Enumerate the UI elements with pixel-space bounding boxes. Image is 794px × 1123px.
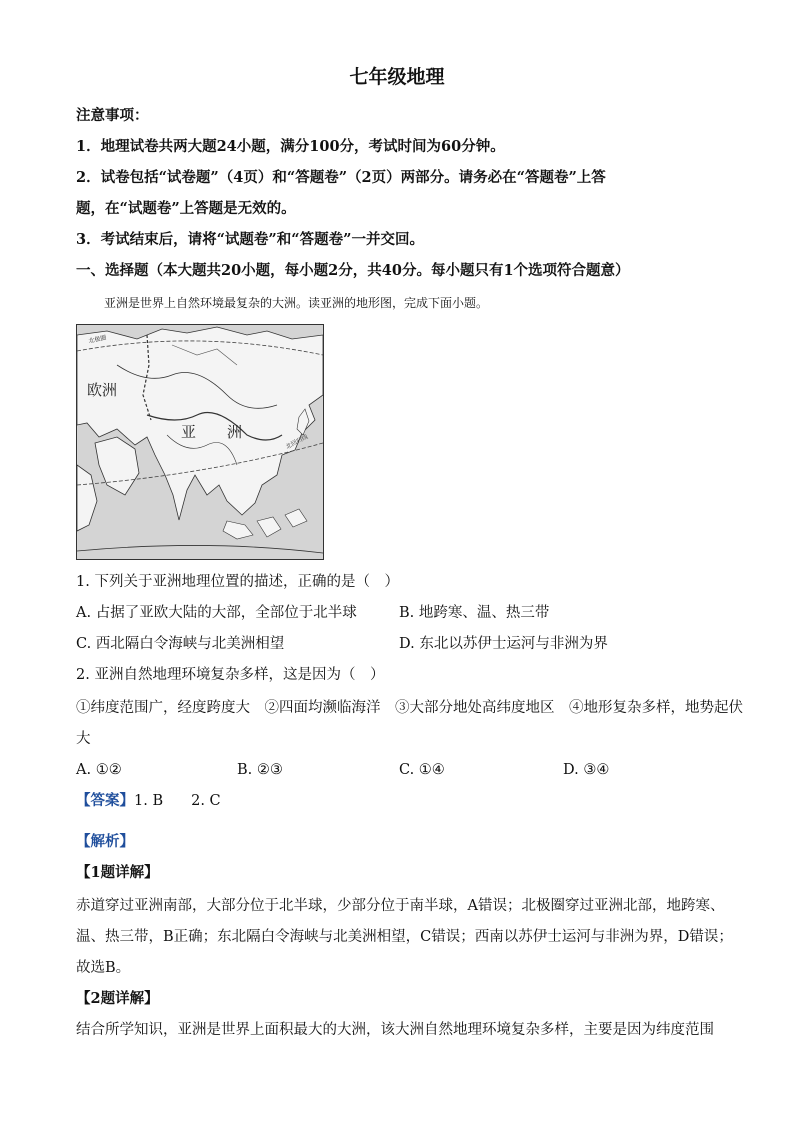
detail1-line-1: 赤道穿过亚洲南部，大部分位于北半球，少部分位于南半球，A错误；北极圈穿过亚洲北部，地跨寒、 bbox=[76, 898, 725, 914]
detail1-line-3: 故选B。 bbox=[76, 960, 131, 976]
q1-option-c: C. 西北隔白令海峡与北美洲相望 bbox=[76, 636, 285, 652]
q2-option-a: A. ①② bbox=[76, 762, 122, 778]
answer-2: 2. C bbox=[191, 793, 221, 809]
africa-landmass bbox=[77, 465, 97, 531]
q1-option-d: D. 东北以苏伊士运河与非洲为界 bbox=[399, 636, 608, 652]
tropic-label: 北回归线 bbox=[284, 433, 310, 451]
notice-line-1: 1．地理试卷共两大题24小题，满分100分，考试时间为60分钟。 bbox=[76, 138, 505, 155]
detail1-heading: 【1题详解】 bbox=[76, 864, 159, 881]
page-title: 七年级地理 bbox=[349, 66, 445, 88]
q1-option-a: A. 占据了亚欧大陆的大部，全部位于北半球 bbox=[76, 605, 357, 621]
analysis-label: 【解析】 bbox=[76, 833, 134, 850]
asia-label-2: 洲 bbox=[227, 423, 243, 441]
asia-landmass bbox=[77, 327, 323, 520]
q1-stem: 1. 下列关于亚洲地理位置的描述，正确的是（ ） bbox=[76, 574, 399, 590]
q2-stem: 2. 亚洲自然地理环境复杂多样，这是因为（ ） bbox=[76, 667, 385, 683]
question-intro: 亚洲是世界上自然环境最复杂的大洲。读亚洲的地形图，完成下面小题。 bbox=[104, 296, 489, 310]
arabia-landmass bbox=[95, 437, 139, 495]
detail2-line-1: 结合所学知识，亚洲是世界上面积最大的大洲，该大洲自然地理环境复杂多样，主要是因为纬度范围 bbox=[76, 1022, 714, 1038]
notice-line-3: 题，在“试题卷”上答题是无效的。 bbox=[76, 200, 296, 217]
sea-islands bbox=[223, 509, 307, 539]
asia-label-1: 亚 bbox=[181, 423, 197, 441]
asia-terrain-map bbox=[76, 324, 324, 560]
q2-statements-1: ①纬度范围广，经度跨度大 ②四面均濒临海洋 ③大部分地处高纬度地区 ④地形复杂多样，地势起伏 bbox=[76, 700, 743, 716]
notice-line-4: 3．考试结束后，请将“试题卷”和“答题卷”一并交回。 bbox=[76, 231, 424, 248]
q1-option-b: B. 地跨寒、温、热三带 bbox=[399, 605, 550, 621]
answer-label: 【答案】 bbox=[76, 792, 134, 809]
q2-statements-2: 大 bbox=[76, 731, 91, 747]
q2-option-c: C. ①④ bbox=[399, 762, 445, 778]
q2-option-b: B. ②③ bbox=[237, 762, 283, 778]
answer-1: 1. B bbox=[134, 793, 164, 809]
q2-option-d: D. ③④ bbox=[563, 762, 610, 778]
notice-heading: 注意事项： bbox=[76, 107, 149, 124]
detail1-line-2: 温、热三带，B正确；东北隔白令海峡与北美洲相望，C错误；西南以苏伊士运河与非洲为界，D错误； bbox=[76, 929, 733, 945]
arctic-label: 北极圈 bbox=[87, 334, 108, 345]
answer-row bbox=[76, 791, 221, 811]
notice-line-2: 2．试卷包括“试卷题”（4页）和“答题卷”（2页）两部分。请务必在“答题卷”上答 bbox=[76, 169, 606, 186]
detail2-heading: 【2题详解】 bbox=[76, 990, 159, 1007]
section-heading: 一、选择题（本大题共20小题，每小题2分，共40分。每小题只有1个选项符合题意） bbox=[76, 262, 630, 279]
equator-line bbox=[77, 545, 323, 553]
europe-label: 欧洲 bbox=[87, 381, 118, 399]
